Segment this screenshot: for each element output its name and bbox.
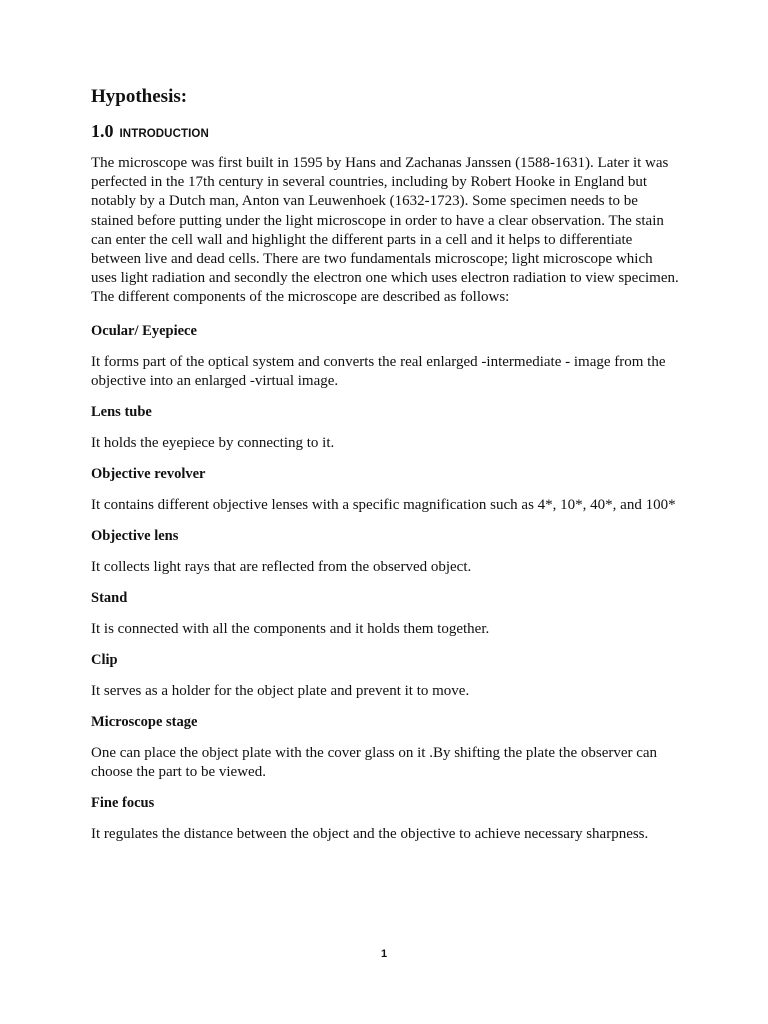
document-heading: Hypothesis: (91, 86, 188, 107)
component-term: Lens tube (91, 403, 152, 420)
section-number: 1.0 (91, 121, 114, 141)
section-title: INTRODUCTION (119, 128, 209, 140)
component-term: Objective lens (91, 527, 179, 544)
component-description: It holds the eyepiece by connecting to it. (91, 434, 335, 451)
section-heading (91, 119, 681, 146)
component-term: Microscope stage (91, 713, 198, 730)
page-number: 1 (380, 948, 388, 960)
intro-paragraph: The microscope was first built in 1595 by Hans and Zachanas Janssen (1588-1631). Later it was perfected in the 17th century in several countries, including by Robert Hooke in England but notably by a Dutch man, Anton van Leuwenhoek (1632-1723). Some specimen needs to be stained before putting under the light microscope in order to have a clear observation. The stain can enter the cell wall and highlight the different parts in a cell and it helps to differentiate between live and dead cells. There are two fundamentals microscope; light microscope which uses light radiation and secondly the electron one which uses electron radiation to view specimen. The different components of the microscope are described as follows: (91, 155, 679, 306)
component-term: Objective revolver (91, 465, 206, 482)
component-description: It forms part of the optical system and converts the real enlarged -intermediate - image from the objective into an enlarged -virtual image. (91, 353, 666, 389)
component-term: Clip (91, 651, 118, 668)
document-body (91, 84, 681, 856)
component-description: It is connected with all the components and it holds them together. (91, 620, 490, 637)
component-term: Ocular/ Eyepiece (91, 322, 197, 339)
component-description: It contains different objective lenses with a specific magnification such as 4*, 10*, 40*, and 100* (91, 496, 676, 513)
component-description: One can place the object plate with the cover glass on it .By shifting the plate the observer can choose the part to be viewed. (91, 744, 658, 780)
component-description: It serves as a holder for the object plate and prevent it to move. (91, 682, 470, 699)
component-description: It collects light rays that are reflected from the observed object. (91, 558, 472, 575)
component-term: Fine focus (91, 794, 155, 811)
component-description: It regulates the distance between the object and the objective to achieve necessary sharpness. (91, 825, 649, 842)
component-term: Stand (91, 589, 128, 606)
